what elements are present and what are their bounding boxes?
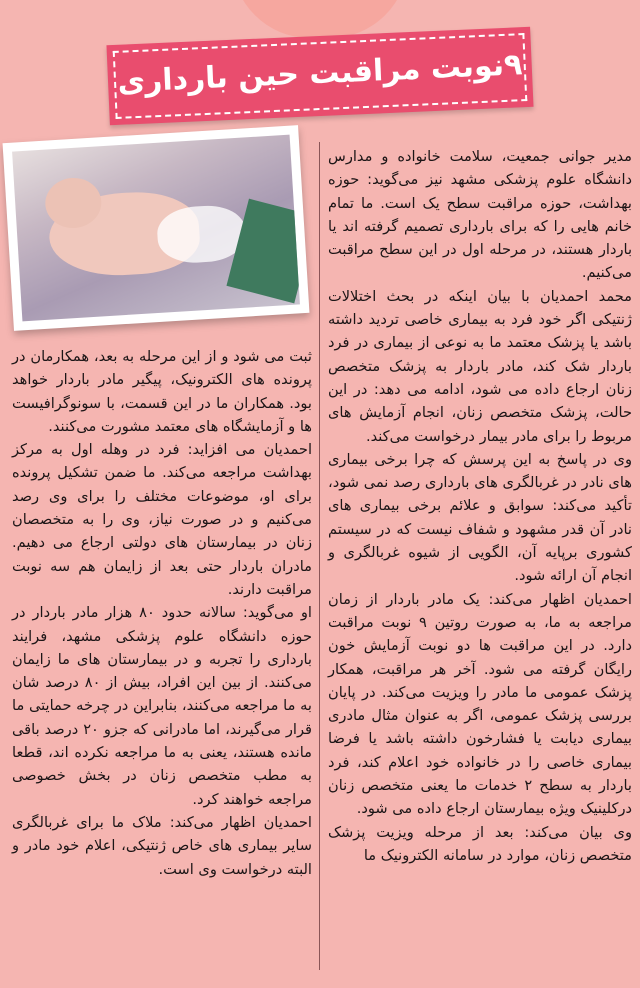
title-banner — [106, 27, 533, 125]
column-divider — [319, 142, 320, 970]
paragraph: مدیر جوانی جمعیت، سلامت خانواده و مدارس دانشگاه علوم پزشکی مشهد نیز می‌گوید: حوزه بهداشت، حوزه مراقبت سطح یک است. ما تمام خانم هایی را که برای بارداری تصمیم گرفته اند یا باردار هستند، در مرحله اول در این سطح مراقبت می‌کنیم. — [328, 148, 632, 282]
paragraph: وی بیان می‌کند: بعد از مرحله ویزیت پزشک متخصص زنان، موارد در سامانه الکترونیک ما — [328, 823, 632, 864]
article-photo — [3, 125, 310, 331]
paragraph: او می‌گوید: سالانه حدود ۸۰ هزار مادر باردار در حوزه دانشگاه علوم پزشکی مشهد، فرایند بارداری را تجربه و در بیمارستان های ما زایمان می‌کنند. از بین این افراد، بیش از ۸۰ درصد شان به ما مراجعه می‌کنند، بنابراین در چرخه حمایتی ما قرار می‌گیرند، اما مادرانی که جزو ۲۰ درصد باقی مانده هستند، یعنی به ما مراجعه نکرده اند، قطعا به مطب متخصص زنان در بخش خصوصی مراجعه خواهند کرد. — [12, 604, 312, 808]
paragraph: احمدیان اظهار می‌کند: یک مادر باردار از زمان مراجعه به ما، به صورت روتین ۹ نوبت مراقبت دارد. در این مراقبت ها دو نوبت آزمایش خون رایگان گرفته می شود. آخر هر مراقبت، همکار پزشک عمومی ما مادر را ویزیت می‌کند. در پایان بررسی پزشک عمومی، اگر به عنوان مثال مادری بیماری دیابت یا فشارخون داشته باشد یا فرضا بیماری خاصی را در خانواده خود اعلام کند، فرد باردار به سطح ۲ خدمات ما یعنی متخصص زنان درکلینیک ویژه بیمارستان ارجاع داده می شود. — [328, 590, 633, 818]
newborn-photo-image — [12, 135, 300, 322]
paragraph: محمد احمدیان با بیان اینکه در بحث اختلالات ژنتیکی اگر خود فرد به بیماری خاصی تردید داشته باشد یا پزشک معتمد ما به نوعی از بیماری در فرد باردار شک کند، مادر باردار به پزشک متخصص زنان ارجاع داده می شود، ادامه می دهد: در این حالت، پزشک متخصص زنان، انجام آزمایش های مربوط را برای مادر بیمار درخواست می‌کند. — [328, 287, 632, 445]
paragraph: احمدیان می افزاید: فرد در وهله اول به مرکز بهداشت مراجعه می‌کند. ما ضمن تشکیل پرونده برای او، موضوعات مختلف را برای وی رصد می‌کنیم و در صورت نیاز، وی را به متخصصان زنان در بیمارستان های دولتی ارجاع می دهیم. مادران باردار حتی بعد از زایمان هم سه نوبت مراقبت دارند. — [12, 441, 312, 598]
paragraph: ثبت می شود و از این مرحله به بعد، همکارمان در پرونده های الکترونیک، پیگیر مادر باردار خواهد بود. همکاران ما در این قسمت، با سونوگرافیست ها و آزمایشگاه های معتمد مشورت می‌کنند. — [12, 348, 312, 435]
article-title: ۹نوبت مراقبت حین بارداری — [116, 47, 523, 100]
article-column-right — [328, 145, 632, 867]
paragraph: وی در پاسخ به این پرسش که چرا برخی بیماری های نادر در غربالگری های بارداری رصد نمی شود، تأکید می‌کند: سوابق و علائم برخی بیماری های نادر آن قدر مشهود و شفاف نیست که در سیستم کشوری برپایه آن، الگویی از شیوه غربالگری و انجام آن ارائه شود. — [328, 450, 632, 585]
paragraph: احمدیان اظهار می‌کند: ملاک ما برای غربالگری سایر بیماری های خاص ژنتیکی، اعلام خود مادر و البته درخواست وی است. — [12, 813, 312, 878]
article-column-left — [12, 345, 312, 881]
